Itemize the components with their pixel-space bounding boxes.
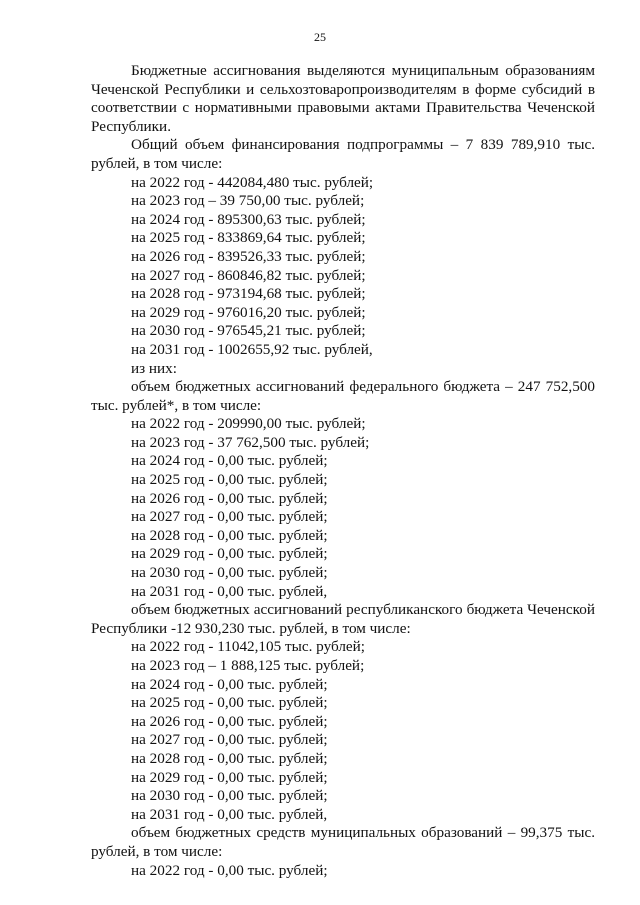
list-item: на 2022 год - 209990,00 тыс. рублей;	[131, 415, 366, 433]
list-item: на 2031 год - 1002655,92 тыс. рублей,	[131, 340, 373, 358]
list-item: на 2025 год - 833869,64 тыс. рублей;	[131, 229, 366, 247]
list-item: на 2026 год - 0,00 тыс. рублей;	[131, 712, 328, 730]
list-item: на 2023 год – 39 750,00 тыс. рублей;	[131, 192, 365, 210]
list-item: на 2023 год – 1 888,125 тыс. рублей;	[131, 657, 365, 674]
list-item: на 2025 год - 0,00 тыс. рублей;	[131, 471, 328, 489]
list-item: на 2031 год - 0,00 тыс. рублей,	[131, 805, 328, 823]
list-item: на 2027 год - 0,00 тыс. рублей;	[131, 508, 328, 526]
document-body	[91, 62, 595, 880]
paragraph-republic-budget: объем бюджетных ассигнований республиканского бюджета Чеченской Республики -12 930,230 тыс. рублей, в том числе:	[91, 601, 595, 637]
list-item: на 2028 год - 0,00 тыс. рублей;	[131, 526, 328, 544]
list-item: на 2028 год - 0,00 тыс. рублей;	[131, 749, 328, 767]
list-item: на 2030 год - 0,00 тыс. рублей;	[131, 787, 328, 805]
list-item: на 2023 год - 37 762,500 тыс. рублей;	[131, 433, 370, 451]
list-item: на 2025 год - 0,00 тыс. рублей;	[131, 694, 328, 712]
list-item: на 2022 год - 0,00 тыс. рублей;	[131, 861, 328, 879]
republic-by-year-list	[91, 638, 595, 824]
municipal-by-year-list	[91, 862, 595, 881]
list-item: на 2026 год - 839526,33 тыс. рублей;	[131, 247, 366, 265]
paragraph-municipal-budget: объем бюджетных средств муниципальных образований – 99,375 тыс. рублей, в том числе:	[91, 824, 595, 860]
list-item: на 2029 год - 976016,20 тыс. рублей;	[131, 303, 366, 321]
list-item: на 2029 год - 0,00 тыс. рублей;	[131, 545, 328, 563]
list-item: на 2028 год - 973194,68 тыс. рублей;	[131, 285, 366, 303]
paragraph-federal-budget: объем бюджетных ассигнований федерального бюджета – 247 752,500 тыс. рублей*, в том числе:	[91, 378, 595, 414]
paragraph-allocation: Бюджетные ассигнования выделяются муниципальным образованиям Чеченской Республики и сельхозтоваропроизводителям в форме субсидий в соответствии с нормативными правовыми актами Правительства Чеченской Республики.	[91, 62, 595, 135]
list-item: на 2027 год - 0,00 тыс. рублей;	[131, 731, 328, 749]
list-item: на 2022 год - 442084,480 тыс. рублей;	[131, 173, 374, 191]
list-item: на 2022 год - 11042,105 тыс. рублей;	[131, 638, 365, 656]
list-item: из них:	[131, 359, 177, 377]
list-item: на 2027 год - 860846,82 тыс. рублей;	[131, 266, 366, 284]
federal-by-year-list	[91, 415, 595, 601]
total-by-year-list	[91, 174, 595, 379]
list-item: на 2030 год - 976545,21 тыс. рублей;	[131, 322, 366, 340]
list-item: на 2030 год - 0,00 тыс. рублей;	[131, 564, 328, 582]
paragraph-total-funding: Общий объем финансирования подпрограммы – 7 839 789,910 тыс. рублей, в том числе:	[91, 136, 595, 172]
list-item: на 2024 год - 0,00 тыс. рублей;	[131, 452, 328, 470]
list-item: на 2026 год - 0,00 тыс. рублей;	[131, 489, 328, 507]
list-item: на 2024 год - 895300,63 тыс. рублей;	[131, 210, 366, 228]
list-item: на 2029 год - 0,00 тыс. рублей;	[131, 768, 328, 786]
page-number: 25	[314, 30, 326, 44]
list-item: на 2031 год - 0,00 тыс. рублей,	[131, 582, 328, 600]
list-item: на 2024 год - 0,00 тыс. рублей;	[131, 675, 328, 693]
